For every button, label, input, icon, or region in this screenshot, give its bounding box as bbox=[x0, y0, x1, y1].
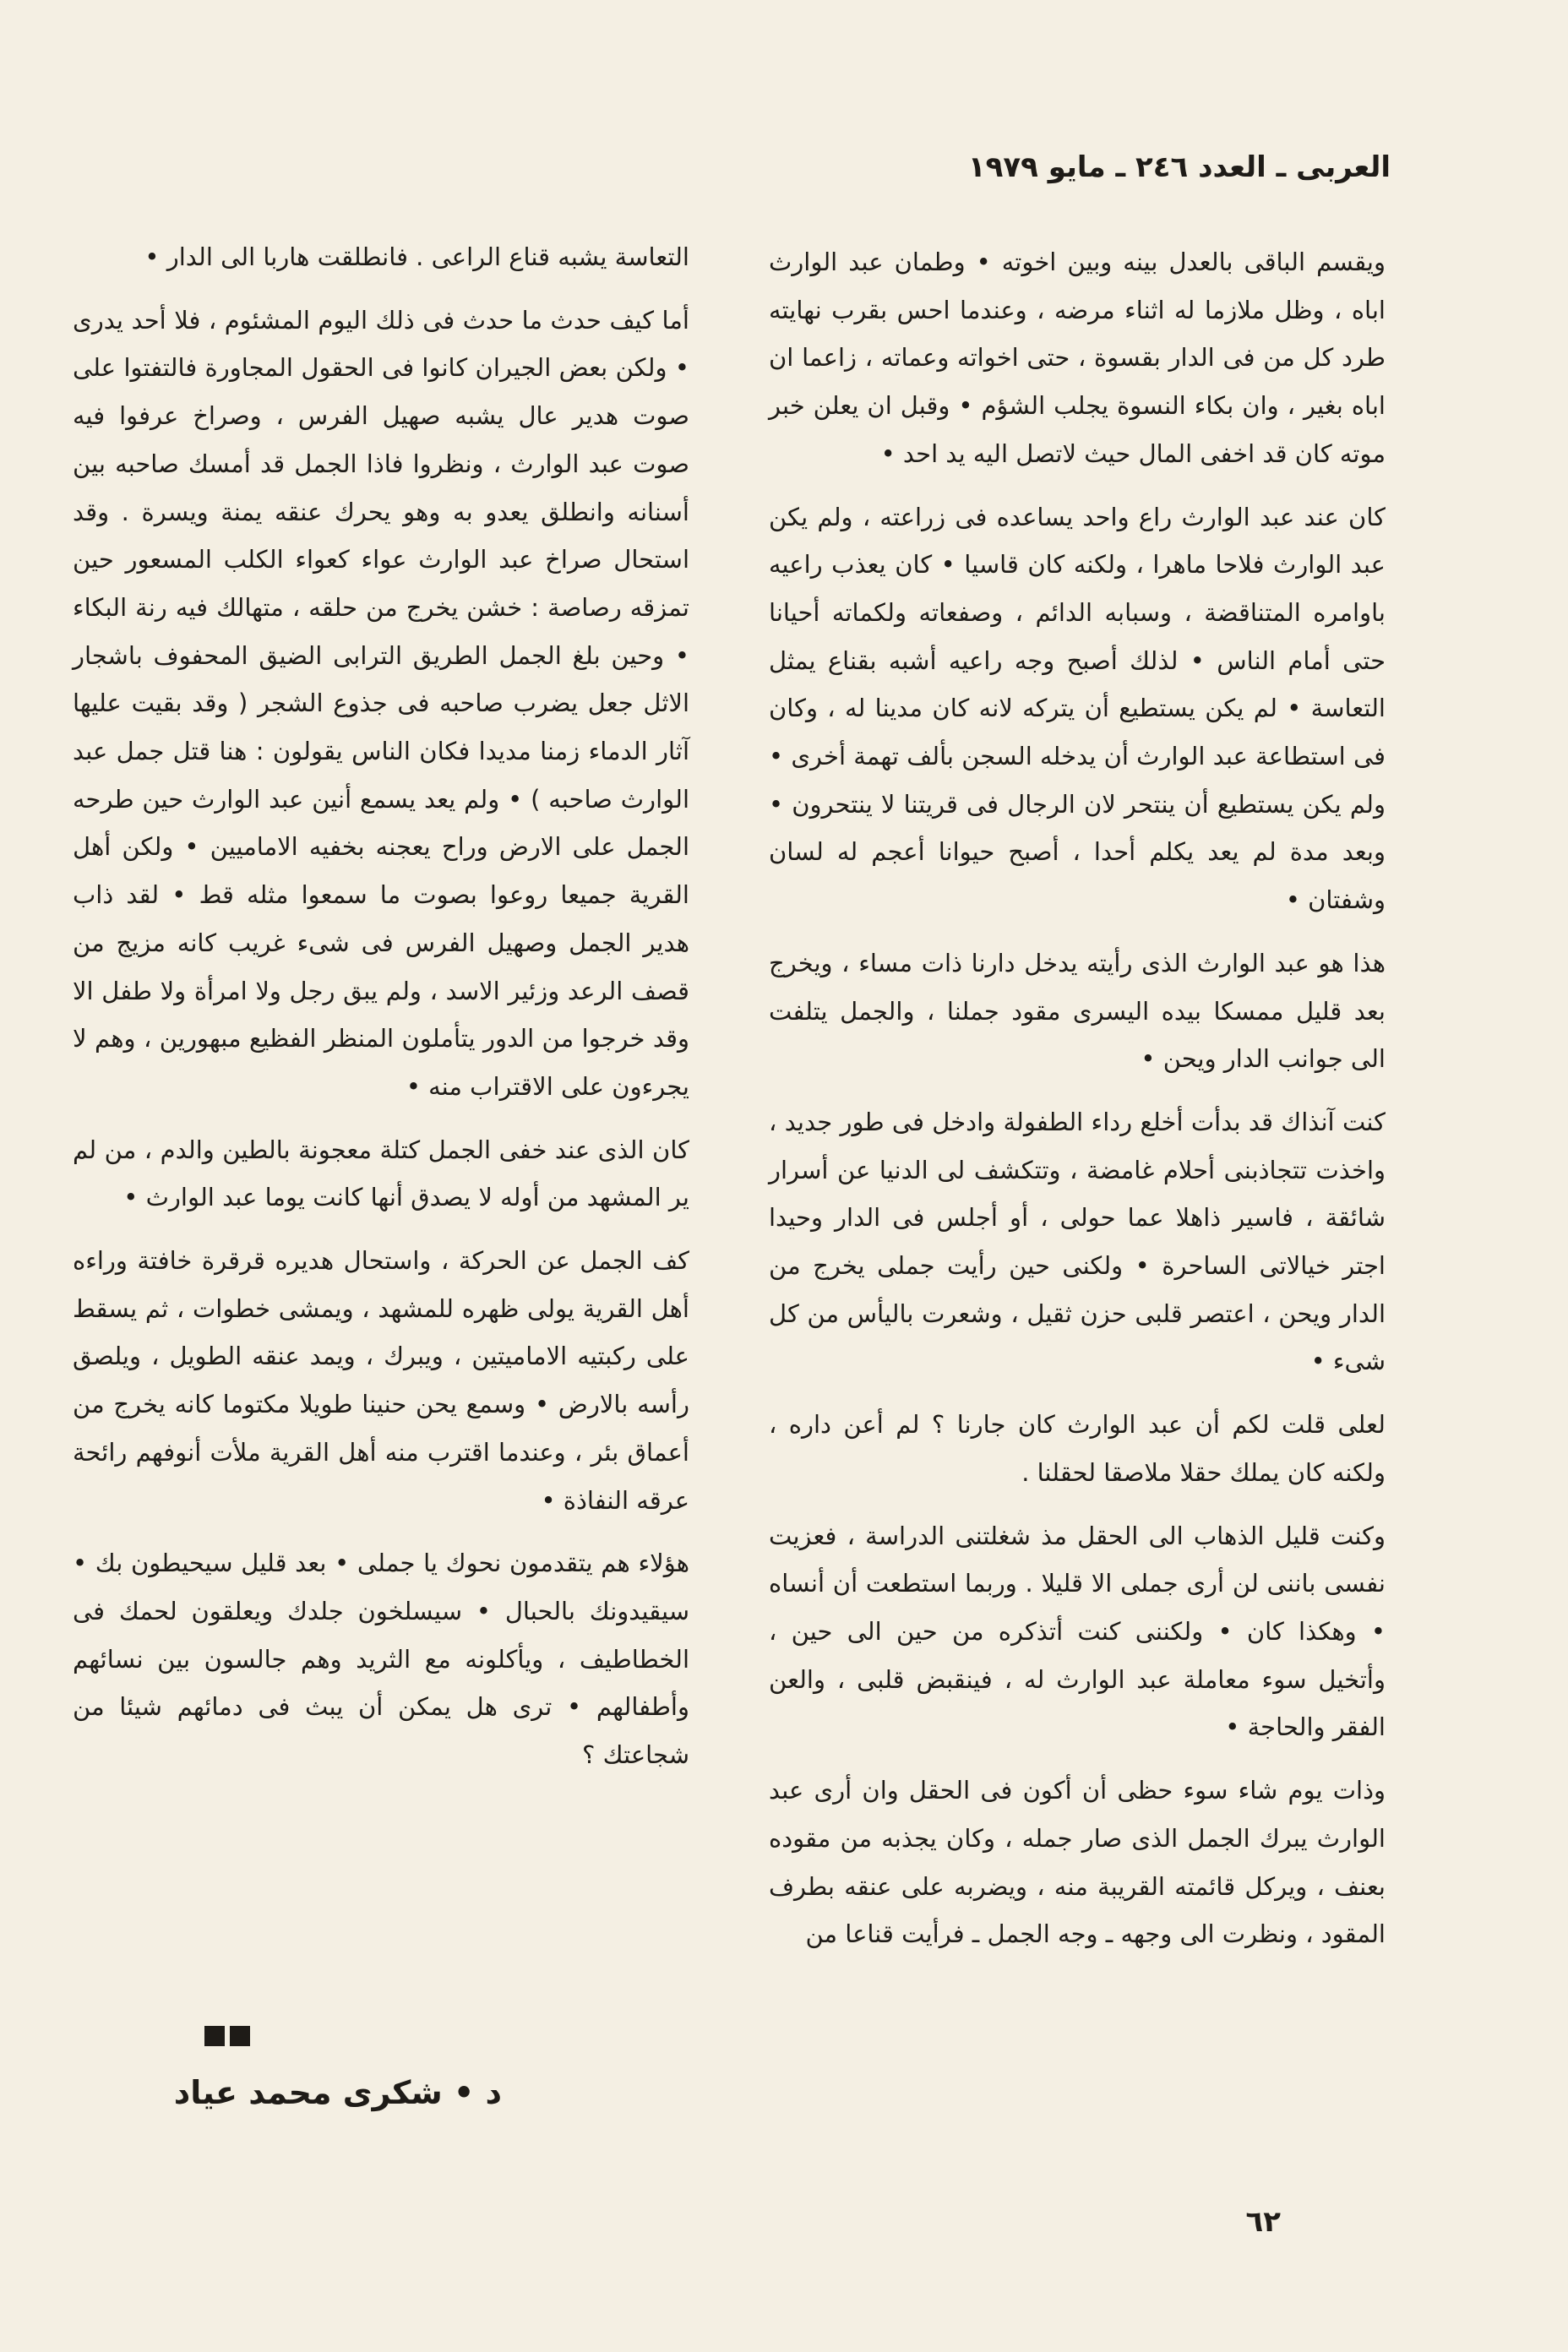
page-number: ٦٢ bbox=[1245, 2205, 1281, 2239]
paragraph: كان الذى عند خفى الجمل كتلة معجونة بالطين والدم ، من لم ير المشهد من أوله لا يصدق أنها كانت يوما عبد الوارث • bbox=[73, 1135, 689, 1212]
paragraph: هذا هو عبد الوارث الذى رأيته يدخل دارنا ذات مساء ، ويخرج بعد قليل ممسكا بيده اليسرى مقود جملنا ، والجمل يتلفت الى جوانب الدار ويحن • bbox=[769, 948, 1386, 1074]
running-header: العربى ـ العدد ٢٤٦ ـ مايو ١٩٧٩ bbox=[967, 150, 1391, 184]
paragraph: وذات يوم شاء سوء حظى أن أكون فى الحقل وان أرى عبد الوارث يبرك الجمل الذى صار جمله ، وكان يجذبه من مقوده بعنف ، ويركل قائمته القريبة منه ، ويضربه على عنقه بطرف المقود ، ونظرت الى وجهه ـ وجه الجمل ـ فرأيت قناعا من bbox=[769, 1776, 1386, 1949]
paragraph: لعلى قلت لكم أن عبد الوارث كان جارنا ؟ لم أعن داره ، ولكنه كان يملك حقلا ملاصقا لحقلنا . bbox=[769, 1410, 1386, 1487]
end-square bbox=[230, 2026, 250, 2046]
paragraph: هؤلاء هم يتقدمون نحوك يا جملى • بعد قليل سيحيطون بك • سيقيدونك بالحبال • سيسلخون جلدك ويعلقون لحمك فى الخطاطيف ، ويأكلونه مع الثريد وهم جالسون بين نسائهم وأطفالهم • ترى هل يمكن أن يبث فى دمائهم شيئا من شجاعتك ؟ bbox=[73, 1549, 689, 1770]
right-column bbox=[769, 238, 1386, 1974]
paragraph: كان عند عبد الوارث راع واحد يساعده فى زراعته ، ولم يكن عبد الوارث فلاحا ماهرا ، ولكنه كان قاسيا • كان يعذب راعيه باوامره المتناقضة ، وسبابه الدائم ، وصفعاته ولكماته أحيانا حتى أمام الناس • لذلك أصبح وجه راعيه أشبه بقناع يمثل التعاسة • لم يكن يستطيع أن يتركه لانه كان مدينا له ، وكان فى استطاعة عبد الوارث أن يدخله السجن بألف تهمة أخرى • ولم يكن يستطيع أن ينتحر لان الرجال فى قريتنا لا ينتحرون • وبعد مدة لم يعد يكلم أحدا ، أصبح حيوانا أعجم له لسان وشفتان • bbox=[769, 502, 1386, 915]
paragraph: كف الجمل عن الحركة ، واستحال هديره قرقرة خافتة وراءه أهل القرية يولى ظهره للمشهد ، ويمشى خطوات ، ثم يسقط على ركبتيه الاماميتين ، ويبرك ، ويمد عنقه الطويل ، ويلصق رأسه بالارض • وسمع يحن حنينا طويلا مكتوما كانه يخرج من أعماق بئر ، وعندما اقترب منه أهل القرية ملأت أنوفهم رائحة عرقه النفاذة • bbox=[73, 1246, 689, 1515]
paragraph: أما كيف حدث ما حدث فى ذلك اليوم المشئوم ، فلا أحد يدرى • ولكن بعض الجيران كانوا فى الحقول المجاورة فالتفتوا على صوت هدير عال يشبه صهيل الفرس ، وصراخ عرفوا فيه صوت عبد الوارث ، ونظروا فاذا الجمل قد أمسك صاحبه بين أسنانه وانطلق يعدو به وهو يحرك عنقه يمنة ويسرة . وقد استحال صراخ عبد الوارث عواء كعواء الكلب المسعور حين تمزقه رصاصة : خشن يخرج من حلقه ، متهالك فيه رنة البكاء • وحين بلغ الجمل الطريق الترابى الضيق المحفوف باشجار الاثل جعل يضرب صاحبه فى جذوع الشجر ( وقد بقيت عليها آثار الدماء زمنا مديدا فكان الناس يقولون : هنا قتل جمل عبد الوارث صاحبه ) • ولم يعد يسمع أنين عبد الوارث حين طرحه الجمل على الارض وراح يعجنه بخفيه الاماميين • ولكن أهل القرية جميعا روعوا بصوت ما سمعوا مثله قط • لقد ذاب هدير الجمل وصهيل الفرس فى شىء غريب كانه مزيج من قصف الرعد وزئير الاسد ، ولم يبق رجل ولا امرأة ولا طفل الا وقد خرجوا من الدور يتأملون المنظر الفظيع مبهورين ، وهم لا يجرءون على الاقتراب منه • bbox=[73, 305, 689, 1101]
paragraph: كنت آنذاك قد بدأت أخلع رداء الطفولة وادخل فى طور جديد ، واخذت تتجاذبنى أحلام غامضة ، وتتكشف لى الدنيا عن أسرار شائقة ، فاسير ذاهلا عما حولى ، أو أجلس فى الدار وحيدا اجتر خيالاتى الساحرة • ولكنى حين رأيت جملى يخرج من الدار ويحن ، اعتصر قلبى حزن ثقيل ، وشعرت باليأس من كل شىء • bbox=[769, 1107, 1386, 1376]
author-signature: د • شكرى محمد عياد bbox=[173, 2074, 502, 2111]
paragraph: ويقسم الباقى بالعدل بينه وبين اخوته • وطمان عبد الوارث اباه ، وظل ملازما له اثناء مرضه ، وعندما احس بقرب نهايته طرد كل من فى الدار بقسوة ، حتى اخواته وعماته ، زاعما ان اباه بغير ، وان بكاء النسوة يجلب الشؤم • وقبل ان يعلن خبر موته كان قد اخفى المال حيث لاتصل اليه يد احد • bbox=[769, 248, 1386, 468]
end-of-article-mark bbox=[204, 2026, 250, 2046]
paragraph: التعاسة يشبه قناع الراعى . فانطلقت هاربا الى الدار • bbox=[144, 242, 689, 271]
left-column bbox=[73, 233, 689, 1794]
paragraph: وكنت قليل الذهاب الى الحقل مذ شغلتنى الدراسة ، فعزيت نفسى باننى لن أرى جملى الا قليلا . وربما استطعت أن أنساه • وهكذا كان • ولكننى كنت أتذكره من حين الى حين ، وأتخيل سوء معاملة عبد الوارث له ، فينقبض قلبى ، والعن الفقر والحاجة • bbox=[769, 1521, 1386, 1742]
end-square bbox=[204, 2026, 225, 2046]
